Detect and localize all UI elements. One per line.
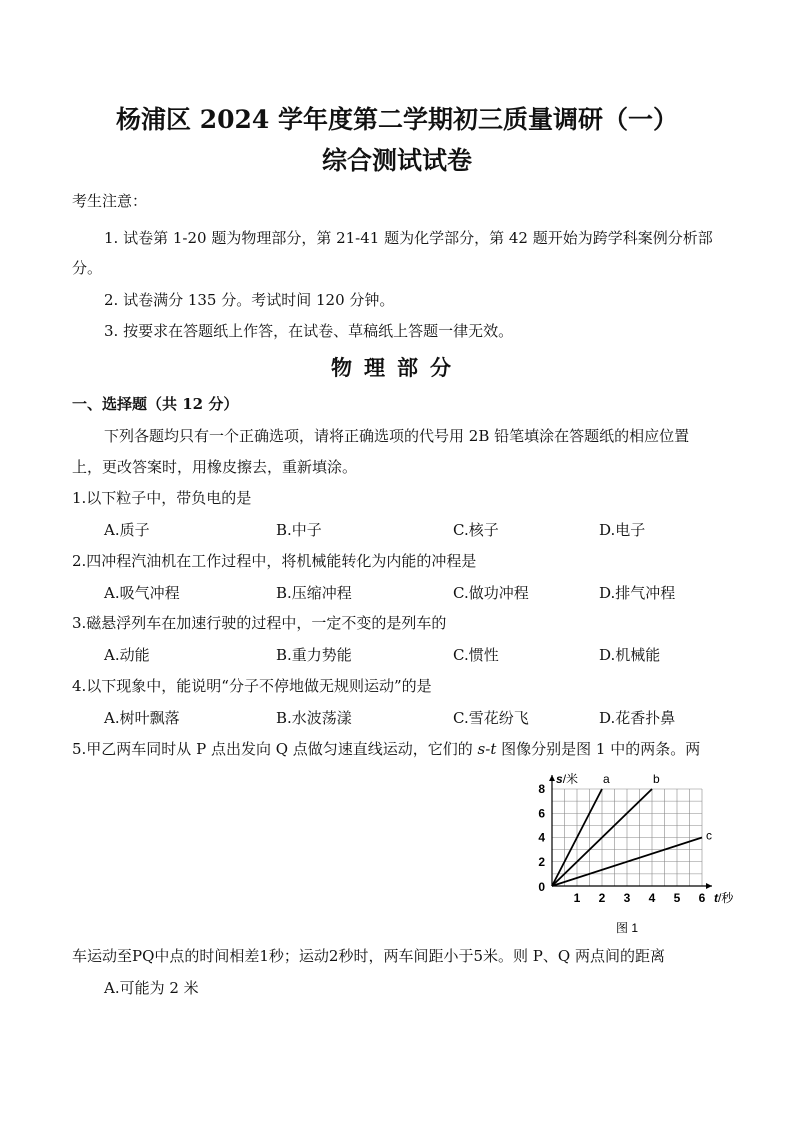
- question-1-option-d: D.电子: [599, 521, 646, 539]
- x-tick-label: 1: [573, 891, 581, 905]
- y-tick-label: 4: [538, 830, 545, 845]
- question-1-option-b: B.中子: [276, 521, 322, 539]
- question-5-text-b: 图像分别是图 1 中的两条。两: [496, 740, 701, 758]
- notice-item-1-cont: 分。: [72, 259, 103, 277]
- question-5-text-a: 5.甲乙两车同时从 P 点出发向 Q 点做匀速直线运动，它们的: [72, 740, 478, 758]
- question-2-option-c: C.做功冲程: [453, 584, 529, 602]
- origin-label: 0: [538, 880, 545, 894]
- y-tick-label: 2: [538, 854, 545, 869]
- question-2-stem: 2.四冲程汽油机在工作过程中，将机械能转化为内能的冲程是: [72, 552, 477, 570]
- figure-1: [530, 762, 734, 940]
- x-tick-label: 3: [623, 891, 631, 905]
- section-title: 物理部分: [331, 355, 463, 380]
- x-axis-arrow: [706, 883, 712, 889]
- series-label-c: c: [706, 828, 712, 843]
- question-2-option-a: A.吸气冲程: [104, 584, 180, 602]
- question-4-option-d: D.花香扑鼻: [599, 709, 676, 727]
- figure-caption: 图 1: [615, 921, 639, 935]
- question-2-option-b: B.压缩冲程: [276, 584, 352, 602]
- chart-labels: [538, 771, 734, 935]
- question-3-stem: 3.磁悬浮列车在加速行驶的过程中，一定不变的是列车的: [72, 614, 447, 632]
- y-axis-title: s/米: [556, 772, 579, 786]
- question-3-option-a: A.动能: [104, 646, 150, 664]
- question-5-st-var: s-t: [477, 740, 497, 758]
- part-heading: 一、选择题（共 12 分）: [72, 395, 239, 413]
- instruction-line-2: 上，更改答案时，用橡皮擦去，重新填涂。: [72, 458, 358, 476]
- x-tick-label: 4: [648, 891, 656, 905]
- question-1-option-a: A.质子: [104, 521, 150, 539]
- notice-item-2: 2. 试卷满分 135 分。考试时间 120 分钟。: [104, 291, 395, 309]
- st-chart: [530, 762, 734, 940]
- question-4-stem: 4.以下现象中，能说明“分子不停地做无规则运动”的是: [72, 677, 432, 695]
- y-tick-label: 8: [538, 782, 545, 796]
- notice-item-3: 3. 按要求在答题纸上作答，在试卷、草稿纸上答题一律无效。: [104, 322, 514, 340]
- question-2-option-d: D.排气冲程: [599, 584, 676, 602]
- chart-grid: [552, 789, 702, 886]
- exam-subtitle: 综合测试试卷: [321, 146, 472, 175]
- y-axis-arrow: [549, 775, 555, 781]
- instruction-line-1: 下列各题均只有一个正确选项，请将正确选项的代号用 2B 铅笔填涂在答题纸的相应位置: [104, 427, 690, 445]
- question-4-option-a: A.树叶飘落: [104, 709, 180, 727]
- question-5-line-2: 车运动至PQ中点的时间相差1秒；运动2秒时，两车间距小于5米。则 P、Q 两点间的距离: [72, 947, 665, 965]
- x-tick-label: 5: [673, 891, 681, 905]
- x-tick-label: 6: [698, 891, 706, 905]
- notice-item-1: 1. 试卷第 1-20 题为物理部分，第 21-41 题为化学部分，第 42 题开始为跨学科案例分析部: [104, 229, 713, 247]
- question-1-stem: 1.以下粒子中，带负电的是: [72, 489, 252, 507]
- exam-title: 杨浦区 2024 学年度第二学期初三质量调研（一）: [116, 105, 678, 134]
- question-1-option-c: C.核子: [453, 521, 499, 539]
- question-3-option-b: B.重力势能: [276, 646, 352, 664]
- x-tick-label: 2: [598, 891, 606, 905]
- series-label-b: b: [653, 772, 660, 786]
- chart-axes: [549, 775, 712, 889]
- y-tick-label: 6: [538, 806, 545, 821]
- question-3-option-d: D.机械能: [599, 646, 661, 664]
- question-4-option-b: B.水波荡漾: [276, 709, 352, 727]
- series-label-a: a: [603, 772, 610, 786]
- question-3-option-c: C.惯性: [453, 646, 499, 664]
- notice-heading: 考生注意：: [72, 192, 148, 210]
- x-axis-title: t/秒: [714, 891, 734, 905]
- question-4-option-c: C.雪花纷飞: [453, 709, 529, 727]
- question-5-line-1: [72, 739, 700, 759]
- question-5-option-a: A.可能为 2 米: [104, 979, 199, 997]
